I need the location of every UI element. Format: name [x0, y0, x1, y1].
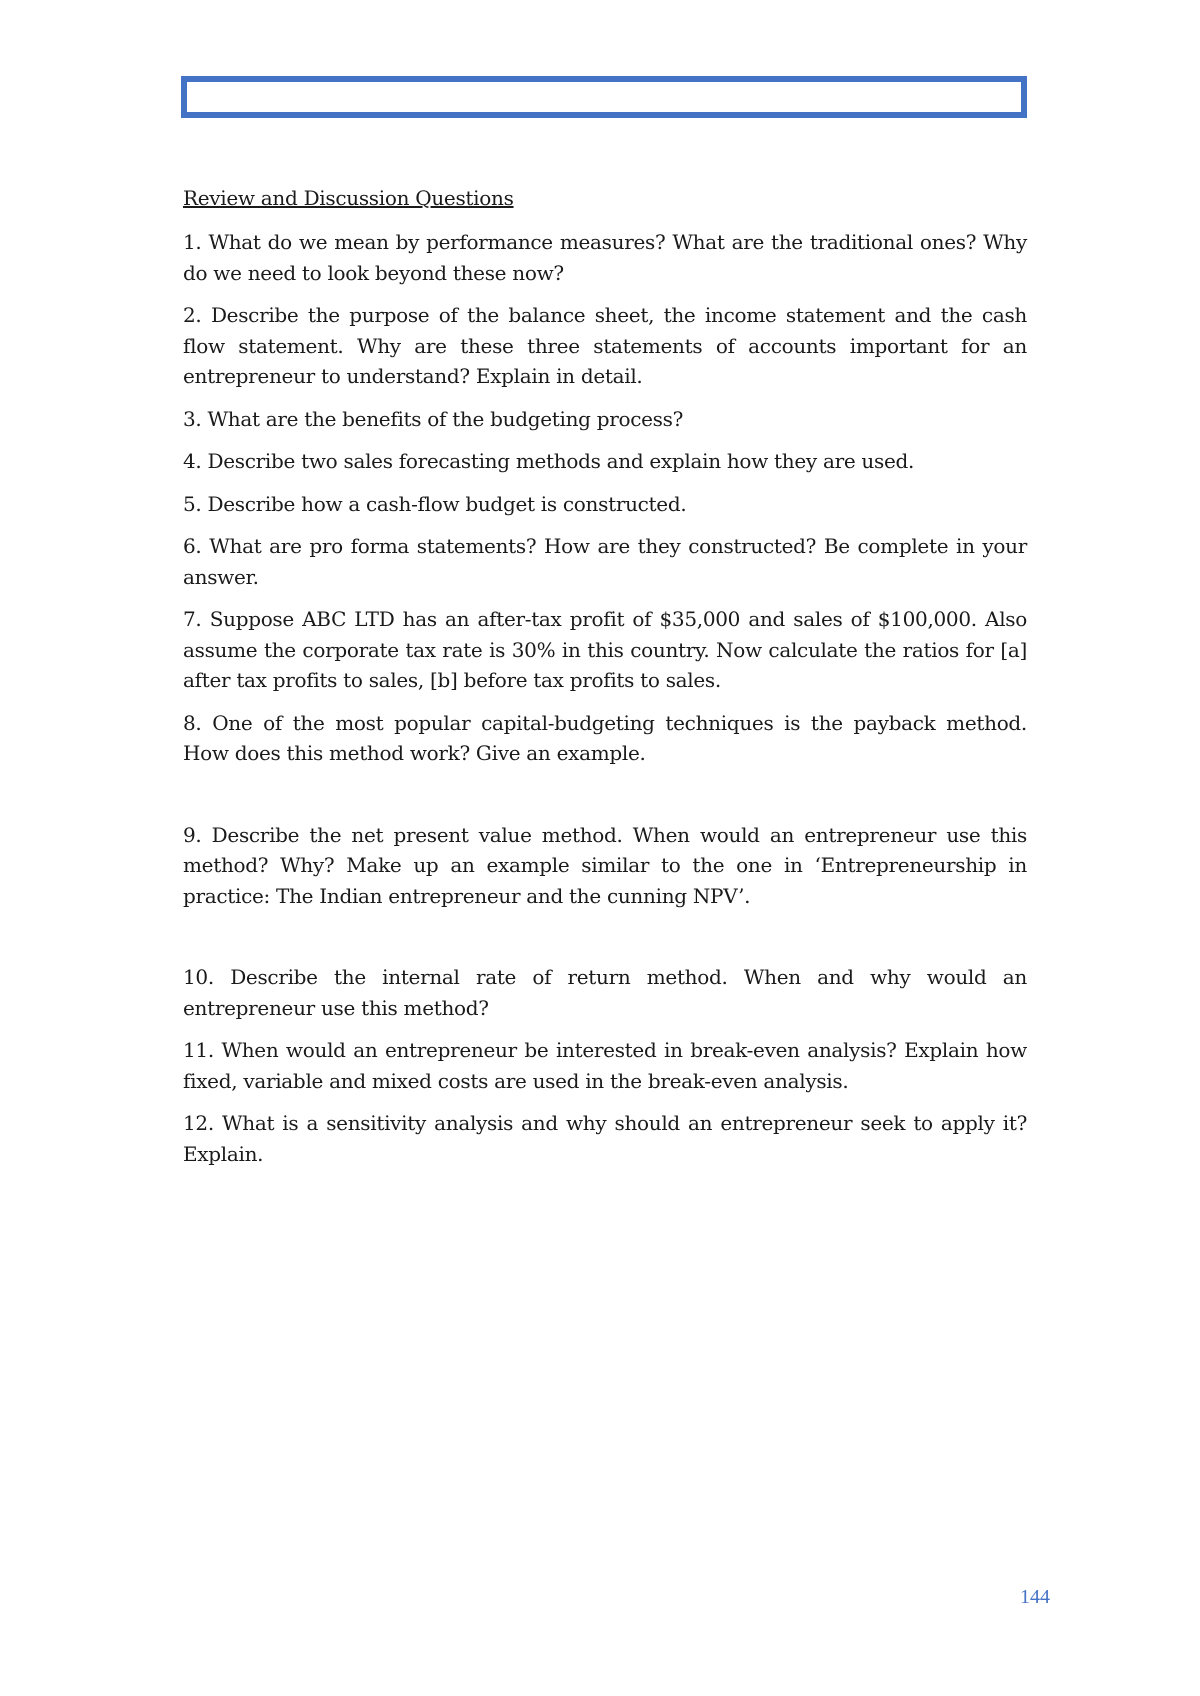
page-number: 144 [1020, 1586, 1050, 1608]
question-2: 2. Describe the purpose of the balance sheet, the income statement and the cash flow statement. Why are these three statements of accounts important for an entrepreneur to understand? Explain in detail. [183, 303, 1027, 388]
page-content [183, 183, 1027, 1181]
question-5: 5. Describe how a cash-flow budget is constructed. [183, 491, 687, 516]
section-heading: Review and Discussion Questions [183, 186, 514, 210]
question-4: 4. Describe two sales forecasting methods and explain how they are used. [183, 449, 915, 473]
question-12: 12. What is a sensitivity analysis and why should an entrepreneur seek to apply it? Explain. [183, 1111, 1027, 1166]
question-8: 8. One of the most popular capital-budgeting techniques is the payback method. How does this method work? Give an example. [183, 710, 1027, 765]
question-1: 1. What do we mean by performance measures? What are the traditional ones? Why do we need to look beyond these now? [183, 230, 1027, 285]
question-7: 7. Suppose ABC LTD has an after-tax profit of $35,000 and sales of $100,000. Also assume the corporate tax rate is 30% in this country. Now calculate the ratios for [a] after tax profits to sales, [b] before tax profits to sales. [183, 607, 1027, 692]
question-6: 6. What are pro forma statements? How are they constructed? Be complete in your answer. [183, 534, 1027, 589]
header-banner-box [181, 76, 1027, 118]
question-10: 10. Describe the internal rate of return method. When and why would an entrepreneur use this method? [183, 965, 1027, 1020]
question-9: 9. Describe the net present value method. When would an entrepreneur use this method? Why? Make up an example similar to the one in ‘Entrepreneurship in practice: The Indian entrepreneur and the cunning NPV’. [183, 822, 1027, 908]
question-11: 11. When would an entrepreneur be interested in break-even analysis? Explain how fixed, variable and mixed costs are used in the break-even analysis. [183, 1038, 1027, 1093]
question-3: 3. What are the benefits of the budgeting process? [183, 406, 684, 431]
